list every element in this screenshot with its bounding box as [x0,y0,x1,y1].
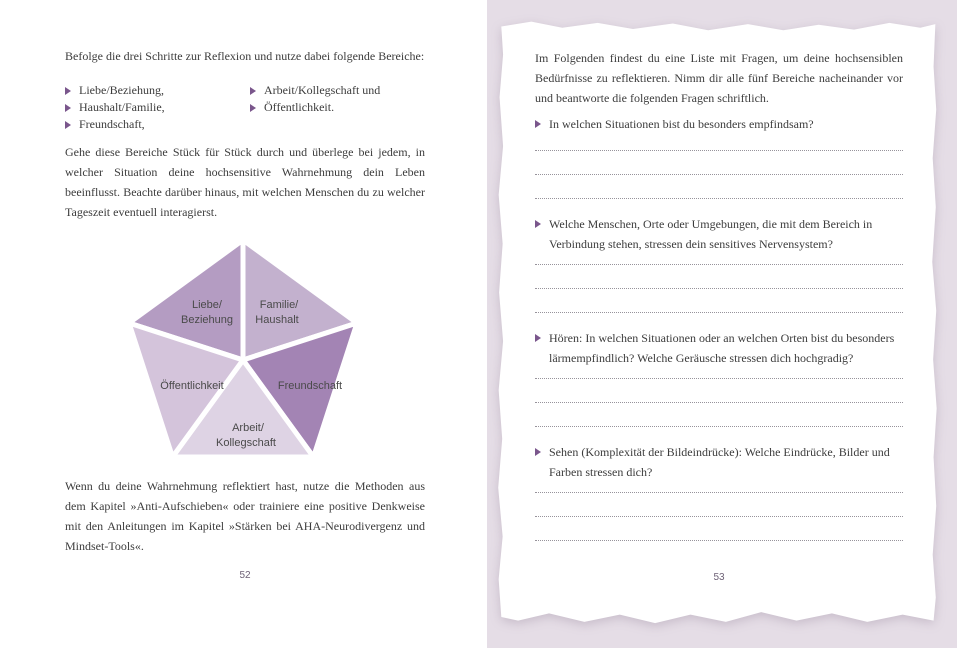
triangle-bullet-icon [65,87,71,95]
question-text: In welchen Situationen bist du besonders empfindsam? [549,117,814,131]
dotted-answer-line [535,241,903,265]
left-paragraph-2: Wenn du deine Wahrnehmung reflektiert hast, nutze die Methoden aus dem Kapitel »Anti-Aufschieben« oder trainiere eine positive Denkweise mit den Anleitungen im Kapitel »Stärken bei AHA-Neurodivergenz und Mindset-Tools«. [65,479,425,553]
right-intro-text: Im Folgenden findest du eine Liste mit Fragen, um deine hochsensiblen Bedürfnisse zu reflektieren. Nimm dir alle fünf Bereiche nacheinander vor und beantworte die folgenden Fragen schriftlich. [535,51,903,105]
question-text: Hören: In welchen Situationen oder an welchen Orten bist du besonders lärmempfindlich? Welche Geräusche stressen dich hochgradig? [549,331,895,365]
list-item [65,99,165,116]
segment-label: Haushalt [255,314,299,326]
triangle-bullet-icon [535,220,541,228]
dotted-answer-line [535,469,903,493]
segment-label: Kollegschaft [216,437,276,449]
areas-column-1 [65,82,165,133]
dotted-answer-line [535,517,903,541]
list-item [65,116,165,133]
segment-label: Familie/ [259,299,299,311]
dotted-answer-line [535,289,903,313]
segment-label: Freundschaft [277,380,343,392]
answer-lines [535,469,903,541]
answer-lines [535,355,903,427]
triangle-bullet-icon [65,121,71,129]
dotted-answer-line [535,403,903,427]
right-page-number: 53 [713,572,725,583]
list-item [250,82,380,99]
segment-label: Arbeit/ [232,422,264,434]
triangle-bullet-icon [535,448,541,456]
triangle-bullet-icon [535,334,541,342]
answer-lines [535,241,903,313]
areas-column-2 [250,82,380,116]
areas-list [65,82,425,138]
area-label: Haushalt/Familie, [79,100,165,114]
area-label: Freundschaft, [79,117,145,131]
dotted-answer-line [535,127,903,151]
right-page [496,18,938,628]
dotted-answer-line [535,355,903,379]
segment-label: Öffentlichkeit [160,380,224,392]
life-areas-pentagon-diagram [123,236,363,466]
left-intro-text: Befolge die drei Schritte zur Reflexion und nutze dabei folgende Bereiche: [65,49,425,63]
left-page-number: 52 [239,570,251,581]
question-text: Sehen (Komplexität der Bildeindrücke): Welche Eindrücke, Bilder und Farben stressen dich? [549,445,890,479]
dotted-answer-line [535,175,903,199]
triangle-bullet-icon [250,104,256,112]
torn-paper-sheet [496,18,938,628]
answer-lines [535,127,903,199]
dotted-answer-line [535,493,903,517]
area-label: Arbeit/Kollegschaft und [264,83,381,97]
list-item [250,99,380,116]
area-label: Liebe/Beziehung, [79,83,164,97]
triangle-bullet-icon [65,104,71,112]
triangle-bullet-icon [250,87,256,95]
dotted-answer-line [535,379,903,403]
dotted-answer-line [535,151,903,175]
dotted-answer-line [535,265,903,289]
segment-label: Beziehung [181,314,233,326]
area-label: Öffentlichkeit. [264,100,335,114]
question-text: Welche Menschen, Orte oder Umgebungen, die mit dem Bereich in Verbindung stehen, stressen dein sensitives Nervensystem? [549,217,873,251]
segment-label: Liebe/ [192,299,222,311]
left-paragraph-1: Gehe diese Bereiche Stück für Stück durch und überlege bei jedem, in welcher Situation deine hochsensitive Wahrnehmung dein Leben beeinflusst. Beachte darüber hinaus, mit welchen Menschen du zu welcher Tageszeit eventuell interagierst. [65,145,425,219]
list-item [65,82,165,99]
